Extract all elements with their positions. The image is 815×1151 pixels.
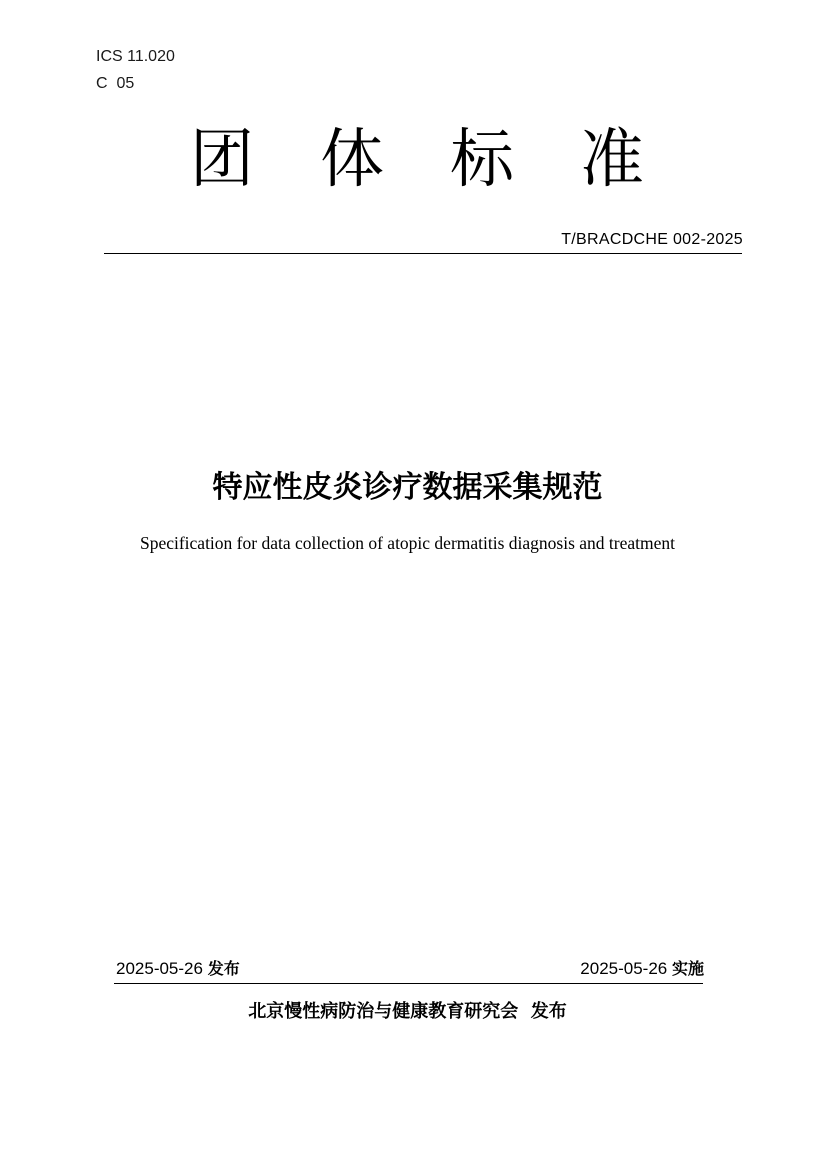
standard-type-char-4: 准 <box>580 123 644 197</box>
implement-date: 2025-05-26 <box>580 959 668 978</box>
standard-number: T/BRACDCHE 002-2025 <box>561 231 743 248</box>
standard-type-heading <box>0 115 815 205</box>
standard-type-char-3: 标 <box>450 123 514 197</box>
publish-date: 2025-05-26 <box>116 959 203 978</box>
ccs-code: C 05 <box>96 75 135 92</box>
implement-date-line <box>580 958 704 980</box>
header-rule <box>104 253 742 254</box>
publish-label: 发布 <box>207 959 240 978</box>
footer-rule <box>114 983 703 984</box>
document-title-english: Specification for data collection of atopic dermatitis diagnosis and treatment <box>139 533 676 553</box>
document-title-chinese: 特应性皮炎诊疗数据采集规范 <box>212 470 603 505</box>
standard-type-char-1: 团 <box>190 123 254 197</box>
standard-type-char-2: 体 <box>320 123 384 197</box>
publisher: 北京慢性病防治与健康教育研究会 发布 <box>248 1001 567 1022</box>
ics-code: ICS 11.020 <box>96 48 175 65</box>
classification-codes <box>96 43 175 97</box>
implement-label: 实施 <box>671 959 704 978</box>
publish-date-line <box>116 958 240 980</box>
